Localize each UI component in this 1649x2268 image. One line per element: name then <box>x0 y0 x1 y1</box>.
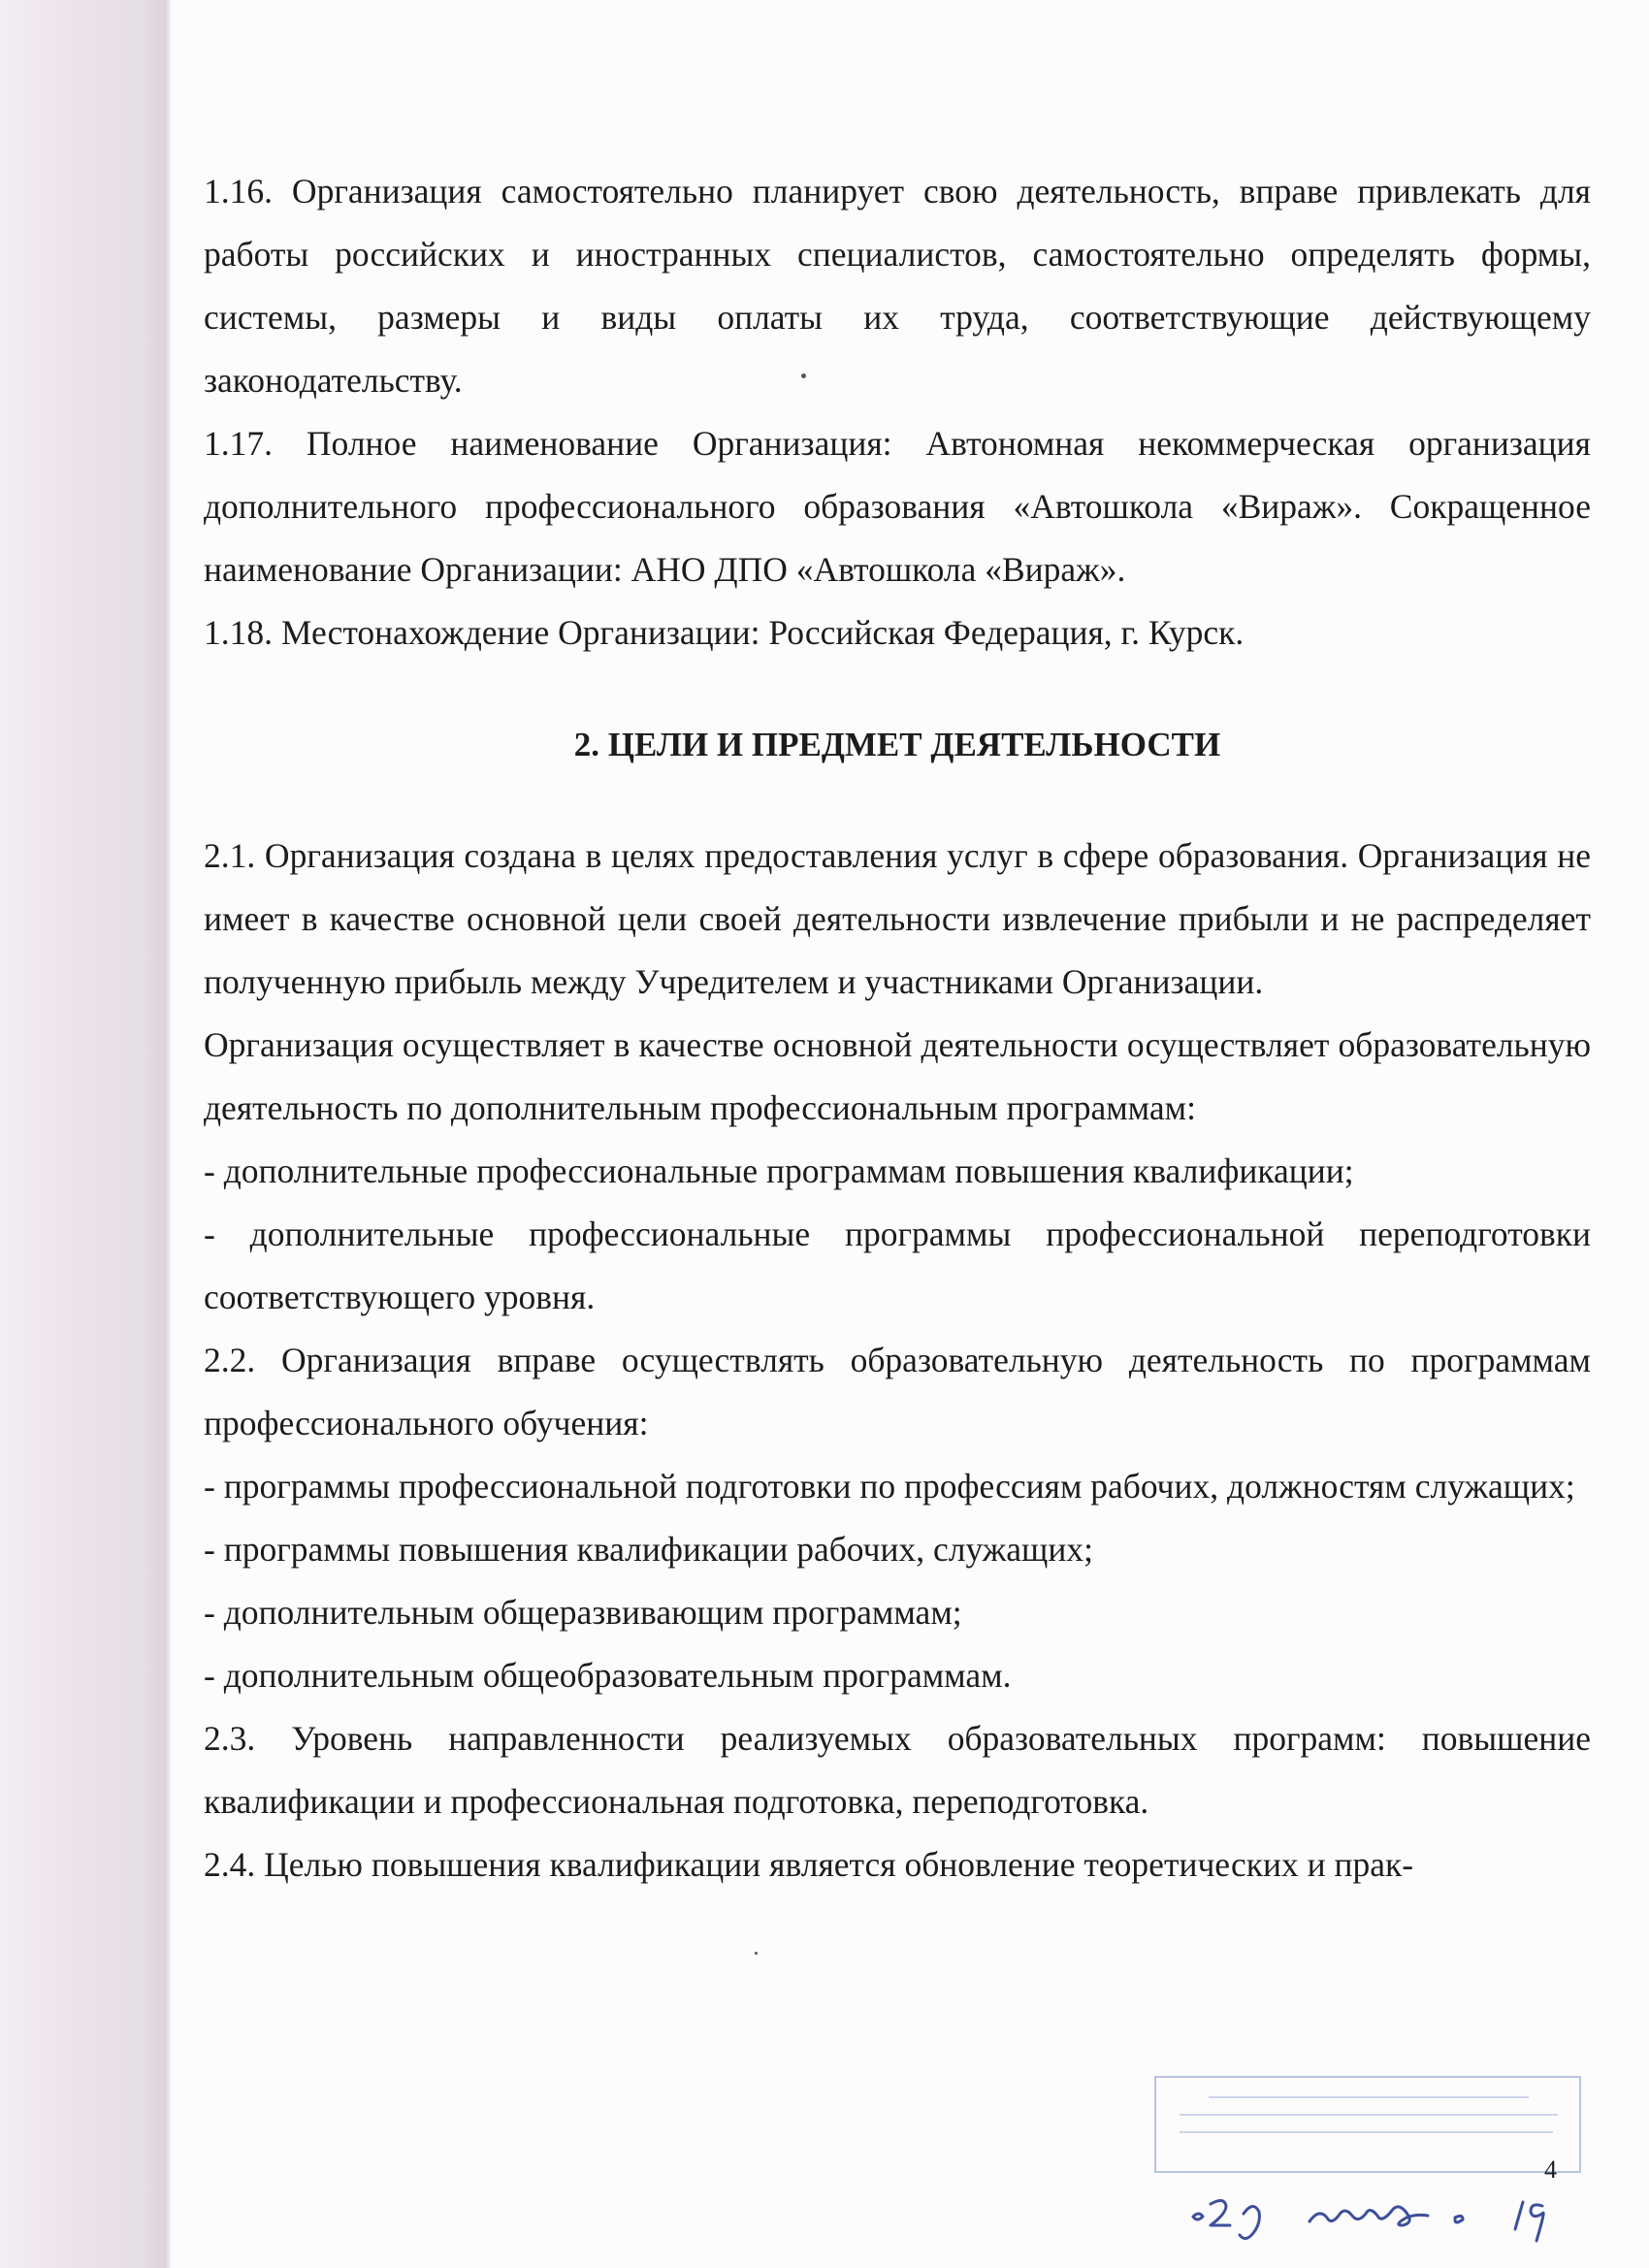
registration-stamp <box>1154 2076 1581 2173</box>
page-edge <box>165 0 171 2268</box>
paragraph-1-17: 1.17. Полное наименование Организация: Автономная некоммерческая организация дополнительного профессионального образования «Автошкола «Вираж». Сокращенное наименование Организации: АНО ДПО «Автошкола «Вираж». <box>204 424 1591 589</box>
scan-binding-shadow <box>0 0 170 2268</box>
paragraph-1-18: 1.18. Местонахождение Организации: Российская Федерация, г. Курск. <box>204 613 1245 652</box>
paragraph-main-activity: Организация осуществляет в качестве основной деятельности осуществляет образовательную деятельность по дополнительным профессиональным программам: <box>204 1025 1591 1127</box>
stamp-text-lines <box>1170 2088 1568 2161</box>
page-number: 4 <box>1544 2155 1557 2184</box>
paragraph-2-4: 2.4. Целью повышения квалификации является обновление теоретических и прак- <box>204 1845 1414 1884</box>
list-item: - дополнительные профессиональные программы профессиональной переподготовки соответствующего уровня. <box>204 1215 1591 1316</box>
list-item: - дополнительным общеобразовательным программам. <box>204 1656 1012 1695</box>
scan-speck <box>755 1952 758 1955</box>
list-item: - дополнительным общеразвивающим программам; <box>204 1593 962 1632</box>
paragraph-1-16: 1.16. Организация самостоятельно планирует свою деятельность, вправе привлекать для работы российских и иностранных специалистов, самостоятельно определять формы, системы, размеры и виды оплаты их труда, соответствующие действующему законодательству. <box>204 172 1591 400</box>
document-body <box>204 160 1591 1896</box>
list-item: - дополнительные профессиональные программам повышения квалификации; <box>204 1151 1354 1190</box>
list-item: - программы профессиональной подготовки по профессиям рабочих, должностям служащих; <box>204 1467 1575 1506</box>
paragraph-2-2: 2.2. Организация вправе осуществлять образовательную деятельность по программам профессионального обучения: <box>204 1341 1591 1442</box>
list-item: - программы повышения квалификации рабочих, служащих; <box>204 1530 1093 1569</box>
paragraph-2-1: 2.1. Организация создана в целях предоставления услуг в сфере образования. Организация не имеет в качестве основной цели своей деятельности извлечение прибыли и не распределяет полученную прибыль между Учредителем и участниками Организации. <box>204 836 1591 1001</box>
paragraph-2-3: 2.3. Уровень направленности реализуемых образовательных программ: повышение квалификации и профессиональная подготовка, переподготовка. <box>204 1719 1591 1821</box>
handwritten-date <box>1164 2183 1591 2251</box>
section-heading: 2. ЦЕЛИ И ПРЕДМЕТ ДЕЯТЕЛЬНОСТИ <box>573 726 1221 763</box>
scan-speck <box>801 373 806 378</box>
